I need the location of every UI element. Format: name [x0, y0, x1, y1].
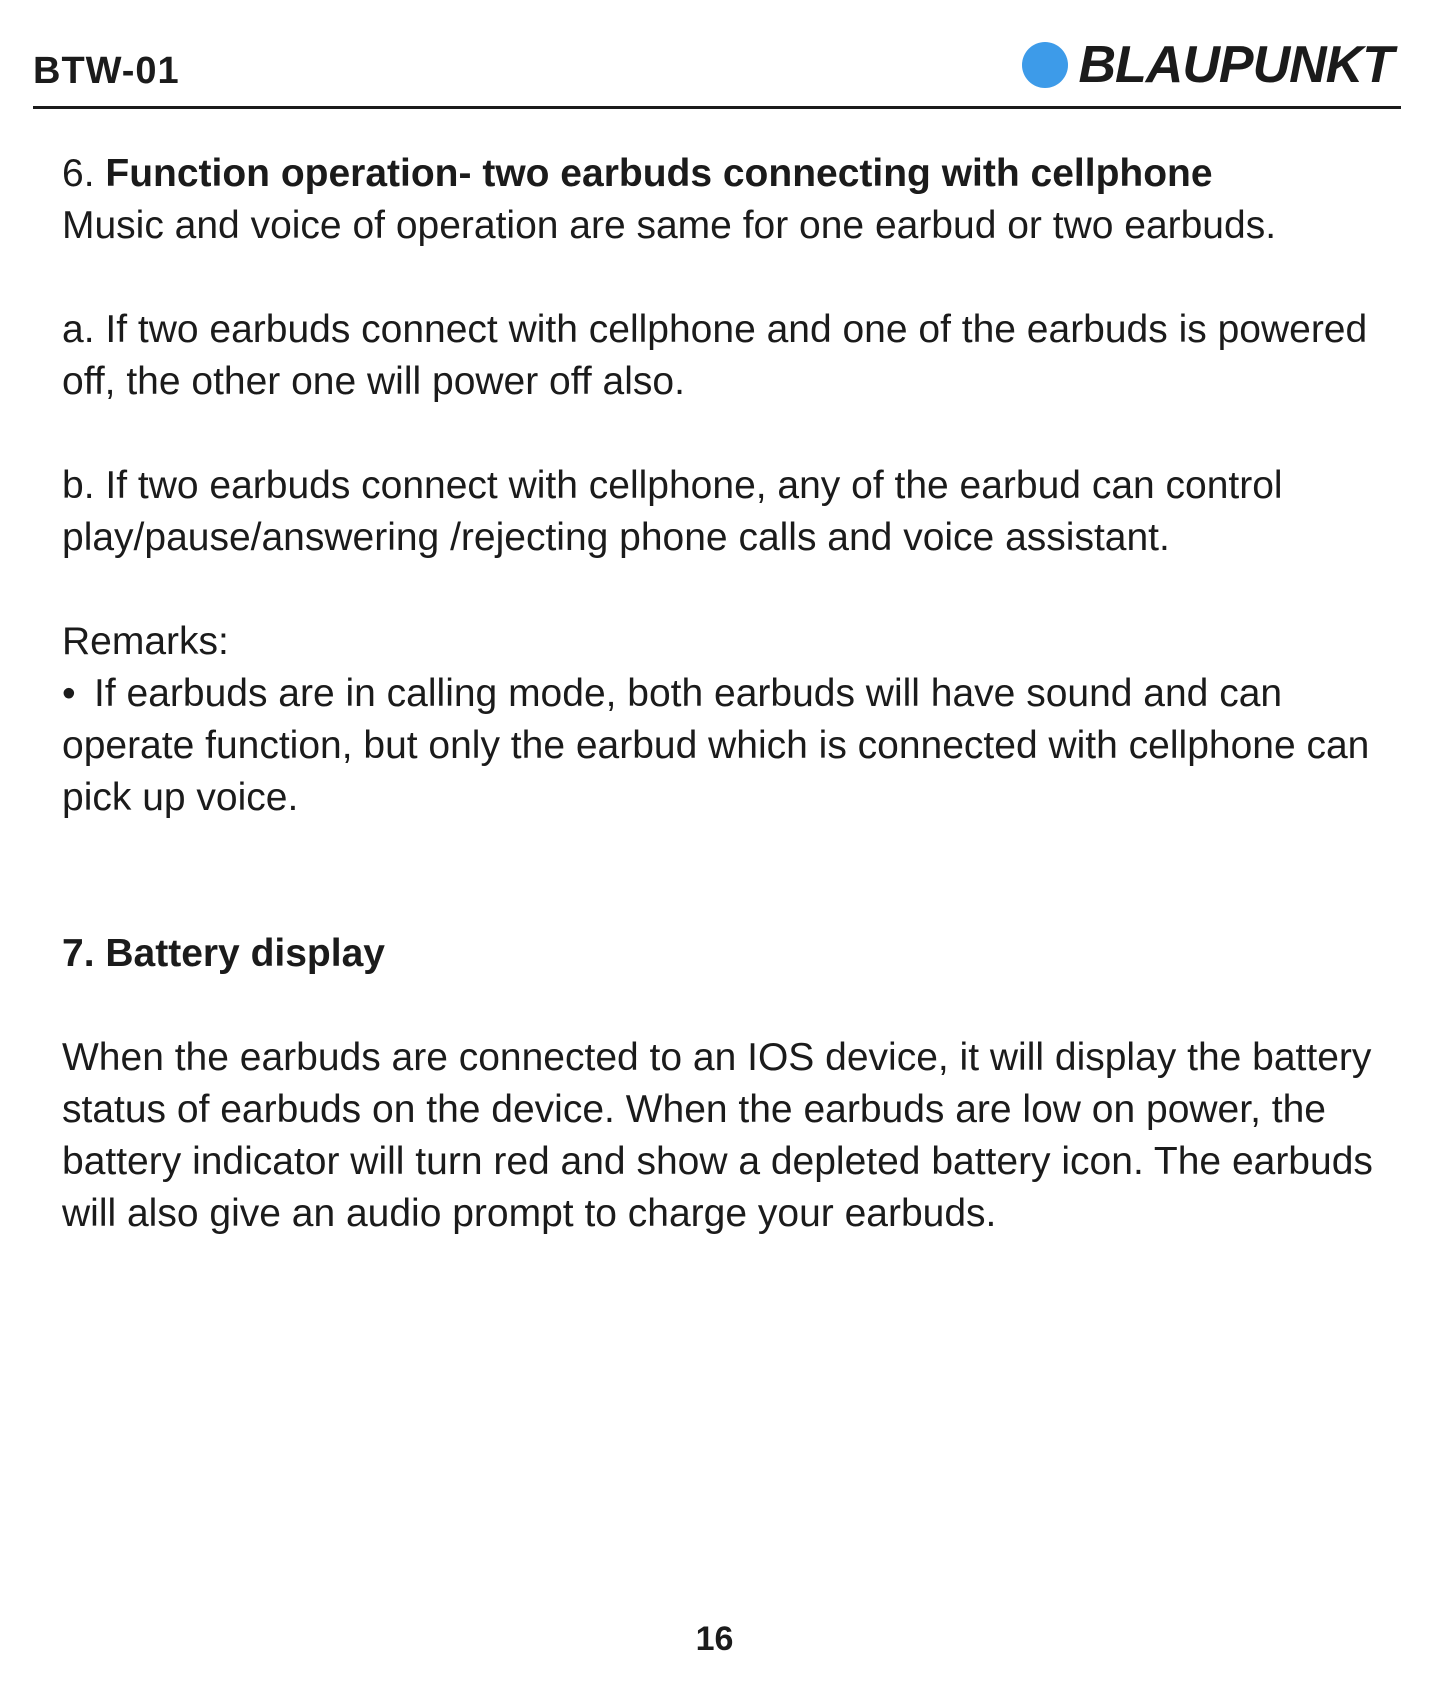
section-6-item-a: a. If two earbuds connect with cellphone and one of the earbuds is powered off, the other one will power off also.: [62, 308, 1368, 403]
section-6-item-b: b. If two earbuds connect with cellphone, any of the earbud can control play/pause/answering /rejecting phone calls and voice assistant.: [62, 464, 1283, 559]
page-content: [62, 148, 1392, 1240]
section-7-body: When the earbuds are connected to an IOS device, it will display the battery status of earbuds on the device. When the earbuds are low on power, the battery indicator will turn red and show a depleted battery icon. The earbuds will also give an audio prompt to charge your earbuds.: [62, 1036, 1373, 1235]
brand-name: BLAUPUNKT: [1078, 36, 1393, 94]
model-number: BTW-01: [33, 50, 180, 92]
section-6-intro: Music and voice of operation are same for one earbud or two earbuds.: [62, 204, 1277, 247]
page-header: [33, 38, 1401, 109]
brand-dot-icon: [1022, 42, 1068, 88]
brand-logo: [1022, 36, 1393, 94]
bullet-icon: •: [62, 672, 76, 715]
remark-item: [62, 668, 1392, 824]
page-number: 16: [695, 1620, 734, 1658]
section-6-title: Function operation- two earbuds connecting with cellphone: [105, 152, 1213, 195]
section-7-title: 7. Battery display: [62, 932, 385, 975]
remarks-label: Remarks:: [62, 620, 229, 663]
section-6-heading: [62, 148, 1392, 200]
section-spacer: [62, 824, 1392, 928]
remark-text: If earbuds are in calling mode, both earbuds will have sound and can operate function, but only the earbud which is connected with cellphone can pick up voice.: [62, 672, 1370, 819]
section-6-number: 6.: [62, 152, 95, 195]
